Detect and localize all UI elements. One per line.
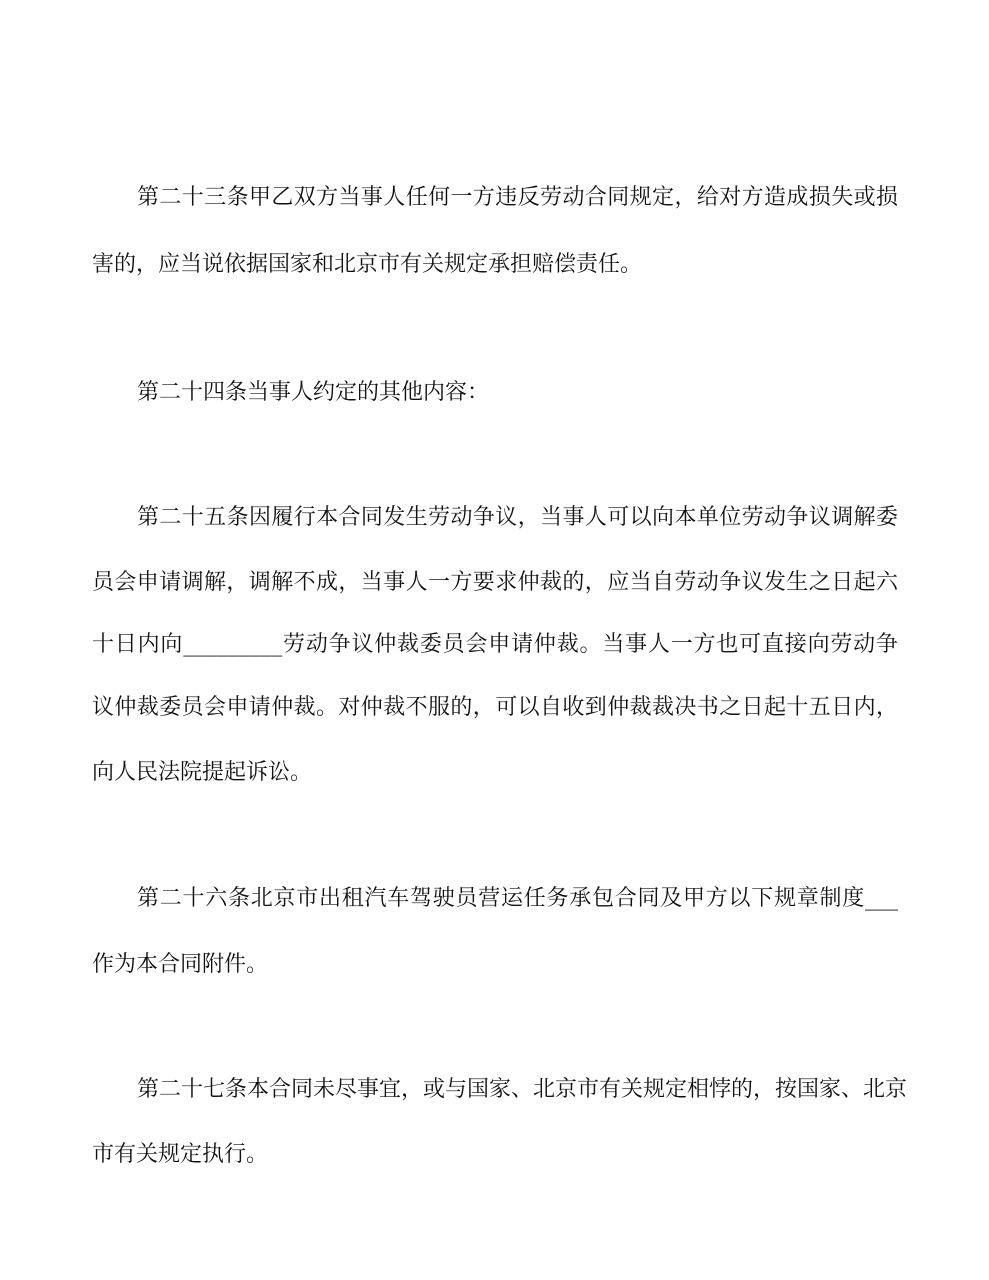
article-23-line-2: 害的，应当说依据国家和北京市有关规定承担赔偿责任。	[92, 252, 643, 277]
article-27-line-1: 第二十七条本合同未尽事宜，或与国家、北京市有关规定相悖的，按国家、北京	[137, 1077, 908, 1102]
article-27-line-2: 市有关规定执行。	[92, 1142, 269, 1167]
article-24-line-1: 第二十四条当事人约定的其他内容：	[137, 380, 490, 405]
article-25-line-5: 向人民法院提起诉讼。	[92, 760, 313, 785]
article-23-line-1: 第二十三条甲乙双方当事人任何一方违反劳动合同规定，给对方造成损失或损	[137, 185, 898, 210]
article-26-line-2: 作为本合同附件。	[92, 952, 269, 977]
article-25-line-3: 十日内向_________劳动争议仲裁委员会申请仲裁。当事人一方也可直接向劳动争	[92, 632, 898, 657]
article-25-line-2: 员会申请调解，调解不成，当事人一方要求仲裁的，应当自劳动争议发生之日起六	[92, 570, 898, 595]
article-26-line-1: 第二十六条北京市出租汽车驾驶员营运任务承包合同及甲方以下规章制度___	[137, 886, 898, 911]
article-25-line-1: 第二十五条因履行本合同发生劳动争议，当事人可以向本单位劳动争议调解委	[137, 505, 898, 530]
article-25-line-4: 议仲裁委员会申请仲裁。对仲裁不服的，可以自收到仲裁裁决书之日起十五日内，	[92, 695, 898, 720]
